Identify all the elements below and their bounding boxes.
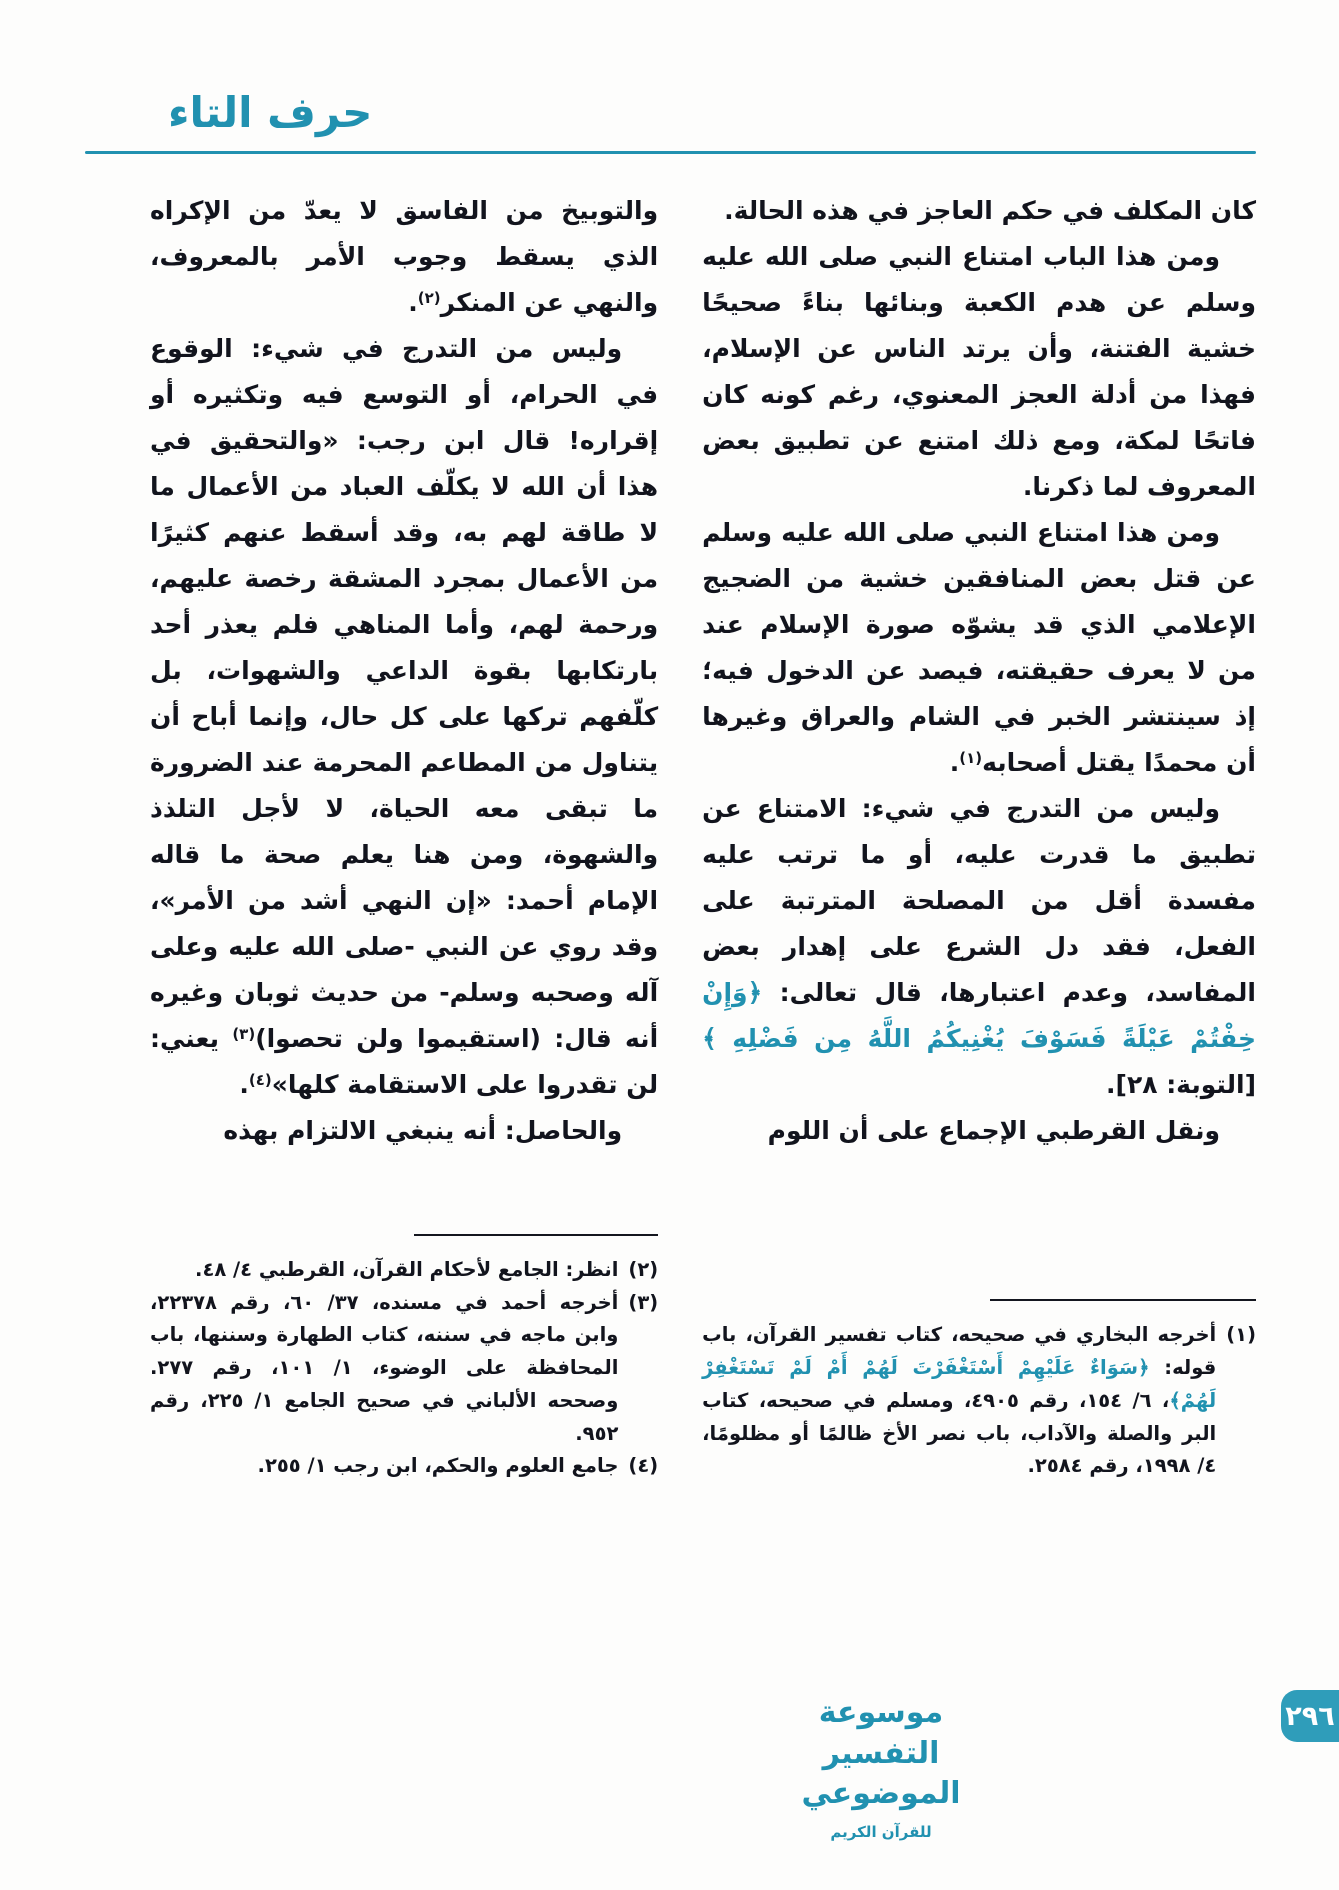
- footnote-block-right: [702, 1289, 1256, 1483]
- text-run: أخرجه البخاري في صحيحه، كتاب تفسير القرآن، باب قوله:: [702, 1323, 1217, 1379]
- text-run: والحاصل: أنه ينبغي الالتزام بهذه: [223, 1116, 623, 1145]
- footnote-marker: (٣): [628, 1290, 659, 1314]
- paragraph: [702, 786, 1256, 1108]
- paragraph: [702, 510, 1256, 786]
- footnote-text: [702, 1319, 1216, 1483]
- footnotes-right: [702, 1319, 1256, 1483]
- text-run: .: [239, 1070, 249, 1099]
- text-run: انظر: الجامع لأحكام القرآن، القرطبي ٤/ ٤٨.: [195, 1257, 619, 1281]
- column-left: [150, 188, 658, 1483]
- text-run: والتوبيخ من الفاسق لا يعدّ من الإكراه الذي يسقط وجوب الأمر بالمعروف، والنهي عن المنكر: [150, 196, 659, 317]
- paragraph: [150, 1108, 658, 1154]
- footnote-separator: [414, 1234, 658, 1236]
- text-run: [التوبة: ٢٨].: [1106, 1070, 1256, 1099]
- text-run: يعني: لن تقدروا على الاستقامة كلها»: [150, 1024, 659, 1099]
- footnote-marker: (٤): [628, 1454, 659, 1478]
- paragraph: [150, 326, 658, 1108]
- page-header: [0, 0, 1339, 154]
- text-columns: [0, 188, 1339, 1483]
- text-run: ، ٦/ ١٥٤، رقم ٤٩٠٥، ومسلم في صحيحه، كتاب البر والصلة والآداب، باب نصر الأخ ظالمًا أو مظلومًا، ٤/ ١٩٩٨، رقم ٢٥٨٤.: [702, 1388, 1217, 1478]
- footnote-marker: (٢): [628, 1257, 659, 1281]
- text-run: وليس من التدرج في شيء: الامتناع عن تطبيق ما قدرت عليه، أو ما ترتب عليه مفسدة أقل من المصلحة المترتبة على الفعل، فقد دل الشرع على إهدار بعض المفاسد، وعدم اعتبارها، قال تعالى:: [702, 794, 1256, 1007]
- page-number: ٢٩٦: [1285, 1700, 1335, 1732]
- paragraph: [150, 188, 658, 326]
- text-run: ونقل القرطبي الإجماع على أن اللوم: [767, 1116, 1220, 1145]
- publisher-logo: [762, 1693, 1000, 1841]
- footnote-ref: (١): [959, 749, 983, 767]
- footnote: [150, 1450, 658, 1483]
- quran-verse: ﴿وَإِنْ خِفْتُمْ عَيْلَةً فَسَوْفَ يُغْنِيكُمُ اللَّهُ مِن فَضْلِهِ ﴾: [702, 978, 1256, 1053]
- footnote: [150, 1254, 658, 1287]
- logo-title: موسوعة التفسير الموضوعي: [801, 1695, 961, 1811]
- quran-verse: ﴿سَوَاءٌ عَلَيْهِمْ أَسْتَغْفَرْتَ لَهُمْ أَمْ لَمْ تَسْتَغْفِرْ لَهُمْ﴾: [702, 1356, 1217, 1412]
- body-paragraphs-right: [702, 188, 1256, 1154]
- text-run: وليس من التدرج في شيء: الوقوع في الحرام، أو التوسع فيه وتكثيره أو إقراره! قال ابن رجب: «والتحقيق في هذا أن الله لا يكلّف العباد من الأعمال ما لا طاقة لهم به، وقد أسقط عنهم كثيرًا من الأعمال بمجرد المشقة رخصة عليهم، ورحمة لهم، وأما المناهي فلم يعذر أحد بارتكابها بقوة الداعي والشهوات، بل كلّفهم تركها على كل حال، وإنما أباح أن يتناول من المطاعم المحرمة عند الضرورة ما تبقى معه الحياة، لا لأجل التلذذ والشهوة، ومن هنا يعلم صحة ما قاله الإمام أحمد: «إن النهي أشد من الأمر»، وقد روي عن النبي -صلى الله عليه وعلى آله وصحبه وسلم- من حديث ثوبان وغيره أنه قال: (استقيموا ولن تحصوا): [150, 334, 659, 1053]
- text-run: .: [949, 748, 960, 777]
- footnote-ref: (٤): [248, 1071, 272, 1089]
- footnote: [150, 1287, 658, 1451]
- logo-subtitle: للقرآن الكريم: [830, 1822, 932, 1841]
- footnote-text: [150, 1287, 618, 1451]
- body-paragraphs-left: [150, 188, 658, 1154]
- header-rule: [85, 151, 1256, 154]
- footnote-separator: [990, 1299, 1256, 1301]
- text-run: ومن هذا الباب امتناع النبي صلى الله عليه وسلم عن هدم الكعبة وبنائها بناءً صحيحًا خشية الفتنة، وأن يرتد الناس عن الإسلام، فهذا من أدلة العجز المعنوي، رغم كونه كان فاتحًا لمكة، ومع ذلك امتنع عن تطبيق بعض المعروف لما ذكرنا.: [702, 242, 1256, 501]
- text-run: ومن هذا امتناع النبي صلى الله عليه وسلم عن قتل بعض المنافقين خشية من الضجيج الإعلامي الذي قد يشوّه صورة الإسلام عند من لا يعرف حقيقته، فيصد عن الدخول فيه؛ إذ سينتشر الخبر في الشام والعراق وغيرها أن محمدًا يقتل أصحابه: [702, 518, 1256, 777]
- footnote-marker: (١): [1226, 1323, 1256, 1347]
- text-run: أخرجه أحمد في مسنده، ٣٧/ ٦٠، رقم ٢٢٣٧٨، وابن ماجه في سننه، كتاب الطهارة وسننها، باب المحافظة على الوضوء، ١/ ١٠١، رقم ٢٧٧. وصححه الألباني في صحيح الجامع ١/ ٢٢٥، رقم ٩٥٢.: [150, 1290, 619, 1445]
- footnotes-left: [150, 1254, 658, 1483]
- footnote-block-left: [150, 1224, 658, 1483]
- text-run: جامع العلوم والحكم، ابن رجب ١/ ٢٥٥.: [257, 1454, 619, 1478]
- paragraph: [702, 188, 1256, 234]
- footnote-text: [150, 1450, 618, 1483]
- paragraph: [702, 1108, 1256, 1154]
- text-run: .: [408, 288, 418, 317]
- text-run: كان المكلف في حكم العاجز في هذه الحالة.: [724, 196, 1256, 225]
- chapter-title: حرف التاء: [168, 88, 373, 137]
- footnote-text: [150, 1254, 618, 1287]
- footnote-ref: (٣): [232, 1025, 256, 1043]
- footnote: [702, 1319, 1256, 1483]
- page-number-badge: [1281, 1690, 1339, 1742]
- column-right: [702, 188, 1256, 1483]
- paragraph: [702, 234, 1256, 510]
- footnote-ref: (٢): [417, 289, 441, 307]
